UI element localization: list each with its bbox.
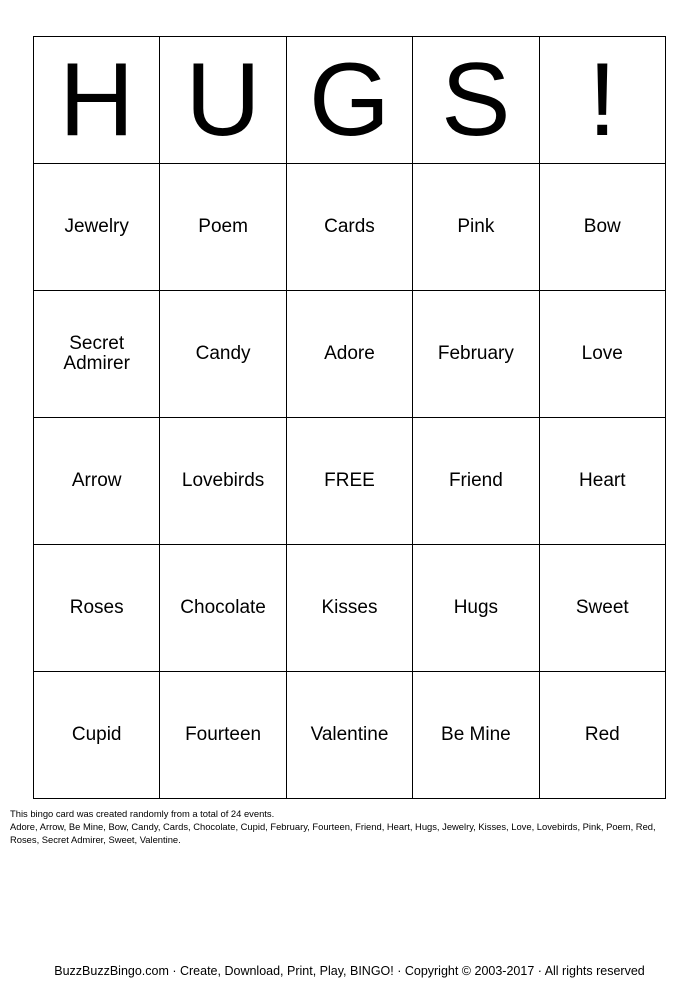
card-cell: Candy: [160, 291, 286, 418]
free-space-cell: FREE: [286, 418, 412, 545]
card-cell: Cupid: [34, 672, 160, 799]
card-cell-text: Secret Admirer: [63, 333, 130, 374]
card-row: [34, 291, 666, 418]
header-cell: U: [160, 37, 286, 164]
card-cell: Pink: [413, 164, 539, 291]
card-cell: Arrow: [34, 418, 160, 545]
card-cell: Fourteen: [160, 672, 286, 799]
header-cell: !: [539, 37, 665, 164]
events-list-text: Adore, Arrow, Be Mine, Bow, Candy, Cards, Chocolate, Cupid, February, Fourteen, Friend, Heart, Hugs, Jewelry, Kisses, Love, Lovebirds, Pink, Poem, Red, Roses, Secret Admirer, Sweet, Valentine.: [10, 821, 656, 845]
card-cell: Adore: [286, 291, 412, 418]
header-row: [34, 37, 666, 164]
card-cell: Lovebirds: [160, 418, 286, 545]
card-row: [34, 672, 666, 799]
card-cell: Heart: [539, 418, 665, 545]
bingo-card: [33, 36, 666, 799]
card-cell: February: [413, 291, 539, 418]
card-cell: Poem: [160, 164, 286, 291]
card-cell: Friend: [413, 418, 539, 545]
card-row: [34, 164, 666, 291]
card-row: [34, 545, 666, 672]
card-cell: Roses: [34, 545, 160, 672]
card-cell: [34, 291, 160, 418]
card-cell: Jewelry: [34, 164, 160, 291]
card-cell: Bow: [539, 164, 665, 291]
footer-copyright: BuzzBuzzBingo.com · Create, Download, Print, Play, BINGO! · Copyright © 2003-2017 · All rights reserved: [54, 964, 645, 978]
card-cell: Red: [539, 672, 665, 799]
card-cell: Valentine: [286, 672, 412, 799]
card-row: [34, 418, 666, 545]
header-cell: G: [286, 37, 412, 164]
header-cell: H: [34, 37, 160, 164]
card-cell: Sweet: [539, 545, 665, 672]
header-cell: S: [413, 37, 539, 164]
events-count-text: This bingo card was created randomly from a total of 24 events.: [10, 808, 275, 819]
card-cell: Chocolate: [160, 545, 286, 672]
card-cell: Kisses: [286, 545, 412, 672]
card-cell: Cards: [286, 164, 412, 291]
card-cell: Hugs: [413, 545, 539, 672]
card-cell: Love: [539, 291, 665, 418]
card-cell: Be Mine: [413, 672, 539, 799]
events-note: [10, 807, 682, 846]
